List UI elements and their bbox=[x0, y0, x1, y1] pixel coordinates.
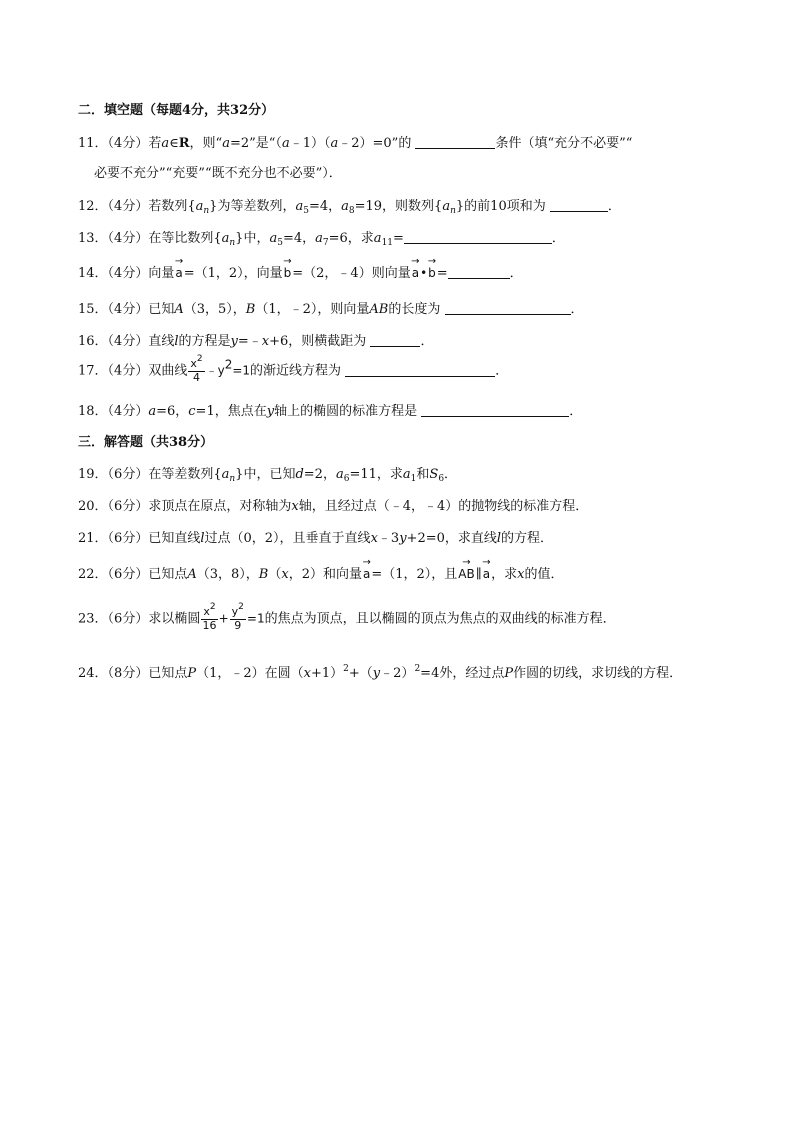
math-symbol: ∈ bbox=[169, 136, 179, 151]
math-text: =1 bbox=[246, 611, 265, 626]
question-points: （6分） bbox=[107, 531, 149, 546]
vector-a: → a bbox=[482, 568, 491, 580]
text: ﹣1）（ bbox=[289, 136, 331, 151]
math-subscript: 1 bbox=[410, 474, 417, 484]
math-var: a bbox=[281, 136, 290, 151]
vector-ab: → AB bbox=[457, 568, 475, 580]
question-number: 18． bbox=[78, 404, 108, 419]
question-points: （4分） bbox=[107, 199, 149, 214]
math-subscript: n bbox=[203, 206, 210, 216]
fraction-x2-over-16 bbox=[201, 602, 217, 632]
question-12 bbox=[78, 199, 621, 216]
question-points: （6分） bbox=[107, 499, 149, 514]
question-number: 17． bbox=[78, 363, 108, 379]
question-number: 24． bbox=[78, 666, 108, 681]
math-var: B bbox=[258, 567, 269, 582]
question-number: 14． bbox=[78, 266, 108, 281]
text: 轴上的椭圆的标准方程是 bbox=[274, 404, 418, 419]
answer-blank[interactable] bbox=[415, 136, 495, 149]
parallel-symbol: ∥ bbox=[475, 567, 482, 582]
math-subscript: 7 bbox=[322, 238, 329, 248]
question-number: 20． bbox=[78, 499, 108, 514]
math-var: a bbox=[195, 199, 204, 214]
question-points: （4分） bbox=[107, 302, 149, 317]
vector-b: → b bbox=[283, 267, 293, 279]
math-superscript: 2 bbox=[209, 602, 216, 612]
math-var: a bbox=[442, 199, 451, 214]
text: ． bbox=[420, 334, 434, 349]
text: }为等差数列， bbox=[209, 199, 296, 214]
question-17 bbox=[78, 354, 509, 384]
question-number: 12． bbox=[78, 199, 108, 214]
question-20 bbox=[78, 500, 588, 513]
math-var: a bbox=[221, 231, 230, 246]
answer-blank[interactable] bbox=[370, 334, 420, 347]
question-points: （4分） bbox=[107, 363, 149, 379]
text: 条件（填“充分不必要”“ bbox=[495, 136, 633, 151]
dot-operator: • bbox=[420, 266, 428, 280]
question-points: （4分） bbox=[107, 266, 149, 281]
text: 已知直线 bbox=[148, 531, 201, 546]
text: 向量 bbox=[148, 266, 175, 281]
text: +6，则横截距为 bbox=[269, 334, 367, 349]
question-16 bbox=[78, 334, 433, 348]
text: ﹣3 bbox=[377, 531, 400, 546]
answer-blank[interactable] bbox=[421, 404, 569, 417]
question-number: 22． bbox=[78, 567, 108, 582]
text: （1，﹣2）在圆（ bbox=[196, 666, 304, 681]
question-number: 15． bbox=[78, 302, 108, 317]
math-var: l bbox=[200, 531, 205, 546]
text: 过点（0，2），且垂直于直线 bbox=[204, 531, 371, 546]
math-var: a bbox=[335, 467, 344, 482]
text: =（1，2），向量 bbox=[183, 266, 283, 281]
question-15 bbox=[78, 302, 584, 316]
answer-blank[interactable] bbox=[445, 302, 571, 315]
section-2-title: 二．填空题（每题4分，共32分） bbox=[78, 103, 275, 118]
math-var: y bbox=[372, 666, 381, 681]
math-subscript: 11 bbox=[381, 238, 394, 248]
text: 的长度为 bbox=[388, 302, 441, 317]
math-var: x bbox=[370, 531, 378, 546]
math-subscript: 5 bbox=[303, 206, 309, 216]
text: ． bbox=[569, 404, 583, 419]
math-var: a bbox=[222, 136, 230, 151]
math-subscript: 6 bbox=[438, 474, 445, 484]
text: = bbox=[436, 266, 448, 281]
math-text: ﹣y bbox=[205, 363, 225, 378]
question-points: （6分） bbox=[107, 467, 149, 482]
question-14 bbox=[78, 266, 523, 280]
math-var: a bbox=[161, 136, 170, 151]
question-points: （4分） bbox=[107, 334, 149, 349]
fraction-numerator: x bbox=[190, 357, 197, 370]
text: 已知点 bbox=[148, 567, 188, 582]
section-3-title: 三．解答题（共38分） bbox=[78, 435, 214, 450]
text: 若 bbox=[148, 136, 162, 151]
text: 轴，且经过点（﹣4，﹣4）的抛物线的标准方程． bbox=[298, 499, 589, 514]
text: =1，焦点在 bbox=[195, 404, 267, 419]
question-number: 11． bbox=[78, 136, 108, 151]
text: ． bbox=[495, 363, 509, 379]
math-var: A bbox=[187, 567, 197, 582]
text: 直线 bbox=[148, 334, 175, 349]
text: =6， bbox=[156, 404, 189, 419]
text: +1） bbox=[310, 666, 344, 681]
text: 作圆的切线，求切线的方程． bbox=[513, 666, 683, 681]
math-var: a bbox=[373, 231, 382, 246]
text: （ bbox=[268, 567, 282, 582]
text: 在等差数列{ bbox=[148, 467, 222, 482]
text: （3，8）， bbox=[196, 567, 259, 582]
math-var: a bbox=[341, 199, 349, 214]
math-subscript: n bbox=[450, 206, 456, 216]
fraction-denominator: 4 bbox=[192, 370, 200, 384]
text: ． bbox=[570, 302, 584, 317]
answer-blank[interactable] bbox=[345, 364, 495, 377]
math-subscript: n bbox=[229, 238, 236, 248]
text: 已知点 bbox=[148, 666, 188, 681]
vector-b: → b bbox=[427, 267, 437, 279]
text: 双曲线 bbox=[148, 363, 188, 379]
question-22 bbox=[78, 568, 563, 581]
text: （3，5）， bbox=[183, 302, 246, 317]
text: 若数列{ bbox=[148, 199, 196, 214]
math-var: d bbox=[295, 467, 304, 482]
text: +（ bbox=[348, 666, 373, 681]
question-number: 13． bbox=[78, 231, 108, 246]
text: =19，则数列{ bbox=[354, 199, 443, 214]
math-superscript: 2 bbox=[238, 602, 244, 612]
text: }的前10项和为 bbox=[455, 199, 546, 214]
vector-a: → a bbox=[174, 267, 183, 279]
text: 求顶点在原点，对称轴为 bbox=[148, 499, 292, 514]
question-23 bbox=[78, 602, 616, 632]
question-11-continued: 必要不充分”“充要”“既不充分也不必要”）． bbox=[94, 166, 342, 181]
question-11 bbox=[78, 136, 632, 150]
question-points: （4分） bbox=[107, 136, 149, 151]
question-points: （4分） bbox=[107, 404, 149, 419]
text: 和 bbox=[416, 467, 430, 482]
text: 的方程． bbox=[501, 531, 554, 546]
answer-blank[interactable] bbox=[448, 266, 510, 279]
text: =6，求 bbox=[328, 231, 374, 246]
math-subscript: 5 bbox=[277, 238, 283, 248]
text: 在等比数列{ bbox=[148, 231, 222, 246]
text: }中，已知 bbox=[235, 467, 296, 482]
text: 的值． bbox=[524, 567, 564, 582]
math-var: P bbox=[504, 666, 514, 681]
math-var: a bbox=[402, 467, 411, 482]
math-text: + bbox=[218, 611, 229, 626]
answer-blank[interactable] bbox=[550, 199, 608, 212]
question-points: （6分） bbox=[107, 567, 149, 582]
text: =4， bbox=[308, 199, 342, 214]
math-var: AB bbox=[369, 302, 389, 317]
question-number: 23． bbox=[78, 611, 108, 627]
math-subscript: n bbox=[229, 474, 236, 484]
fraction-denominator: 9 bbox=[234, 618, 242, 632]
question-number: 19． bbox=[78, 467, 108, 482]
text: 的方程是 bbox=[178, 334, 231, 349]
answer-blank[interactable] bbox=[404, 231, 552, 244]
math-var: x bbox=[517, 567, 525, 582]
text: ． bbox=[444, 467, 458, 482]
fraction-denominator: 16 bbox=[202, 618, 217, 632]
text: ． bbox=[607, 199, 621, 214]
math-var: a bbox=[295, 199, 304, 214]
vector-a: → a bbox=[362, 568, 371, 580]
text: 求以椭圆 bbox=[148, 611, 201, 627]
text: 的渐近线方程为 bbox=[250, 363, 342, 379]
question-points: （8分） bbox=[107, 666, 149, 681]
math-var: a bbox=[330, 136, 339, 151]
math-superscript: 2 bbox=[196, 354, 203, 364]
question-points: （4分） bbox=[107, 231, 149, 246]
math-var: x bbox=[291, 499, 299, 514]
math-var: A bbox=[174, 302, 184, 317]
math-var: B bbox=[245, 302, 256, 317]
text: =2， bbox=[303, 467, 336, 482]
text: +2=0，求直线 bbox=[406, 531, 497, 546]
math-set: R bbox=[178, 136, 190, 151]
text: ，2）和向量 bbox=[288, 567, 362, 582]
math-var: y bbox=[266, 404, 275, 419]
fraction-numerator: x bbox=[203, 605, 210, 618]
math-var: y bbox=[399, 531, 407, 546]
math-subscript: 8 bbox=[348, 206, 355, 216]
math-var: l bbox=[174, 334, 179, 349]
math-subscript: 6 bbox=[343, 474, 350, 484]
text: ﹣2）=0”的 bbox=[338, 136, 412, 151]
math-text: =1 bbox=[232, 363, 251, 378]
math-var: a bbox=[315, 231, 323, 246]
math-var: l bbox=[496, 531, 502, 546]
math-var: x bbox=[303, 666, 311, 681]
vector-a: → a bbox=[411, 267, 420, 279]
question-24 bbox=[78, 664, 683, 681]
text: （1，﹣2），则向量 bbox=[255, 302, 370, 317]
question-19 bbox=[78, 467, 458, 484]
text: =（1，2），且 bbox=[371, 567, 458, 582]
text: }中， bbox=[235, 231, 270, 246]
text: ． bbox=[509, 266, 523, 281]
question-21 bbox=[78, 532, 553, 545]
question-points: （6分） bbox=[107, 611, 149, 627]
math-var: S bbox=[429, 467, 439, 482]
math-superscript: 2 bbox=[224, 357, 233, 372]
text: =4， bbox=[282, 231, 316, 246]
math-var: a bbox=[269, 231, 278, 246]
text: ﹣2） bbox=[380, 666, 415, 681]
math-var: x bbox=[261, 334, 270, 349]
math-var: a bbox=[148, 404, 157, 419]
math-var: P bbox=[187, 666, 197, 681]
text: =（2，﹣4）则向量 bbox=[292, 266, 411, 281]
text: ，求 bbox=[491, 567, 518, 582]
fraction-x2-over-4 bbox=[188, 354, 204, 384]
text: =﹣ bbox=[237, 334, 262, 349]
text: = bbox=[393, 231, 404, 246]
math-var: a bbox=[221, 467, 230, 482]
math-superscript: 2 bbox=[414, 664, 421, 674]
question-number: 16． bbox=[78, 334, 108, 349]
fraction-numerator: y bbox=[231, 605, 239, 618]
math-var: y bbox=[230, 334, 238, 349]
math-superscript: 2 bbox=[343, 664, 349, 674]
text: =11，求 bbox=[349, 467, 403, 482]
text: 已知 bbox=[148, 302, 175, 317]
question-13 bbox=[78, 231, 565, 248]
question-18 bbox=[78, 404, 582, 418]
question-number: 21． bbox=[78, 531, 108, 546]
math-var: c bbox=[188, 404, 196, 419]
text: =4外，经过点 bbox=[420, 666, 505, 681]
math-var: x bbox=[281, 567, 289, 582]
text: ． bbox=[551, 231, 565, 246]
text: 的焦点为顶点，且以椭圆的顶点为焦点的双曲线的标准方程． bbox=[264, 611, 616, 627]
text: ，则“ bbox=[189, 136, 223, 151]
text: =2”是“（ bbox=[229, 136, 282, 151]
fraction-y2-over-9 bbox=[230, 602, 246, 632]
